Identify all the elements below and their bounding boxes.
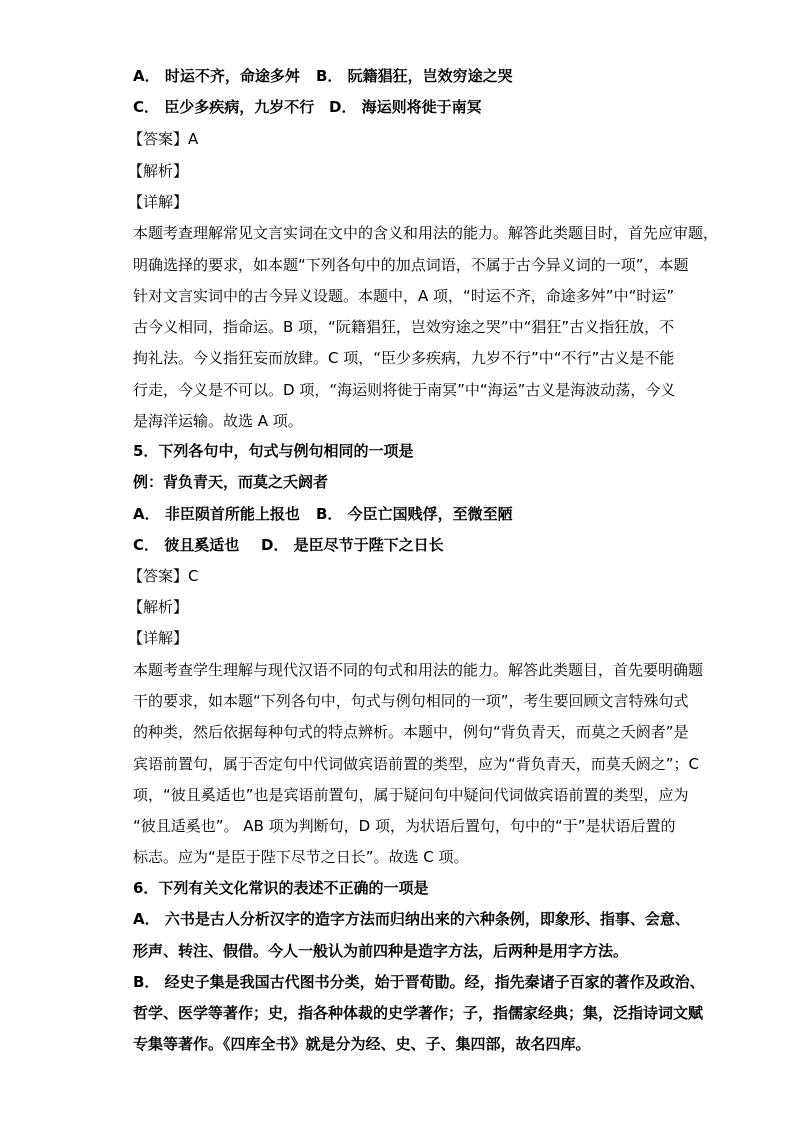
- q5-question: 5．下列各句中，句式与例句相同的一项是: [133, 442, 414, 460]
- q5-detail-label: 【详解】: [128, 629, 189, 647]
- q4-options-row-2: [133, 97, 482, 117]
- q5-option-d: D． 是臣尽节于陛下之日长: [261, 536, 444, 554]
- q5-options-row-1: [133, 504, 513, 524]
- q4-explanation-line: 针对文言实词中的古今异义设题。本题中，A 项，“时运不齐，命途多舛”中“时运”: [133, 287, 675, 305]
- q5-example: 例：背负青天，而莫之夭阏者: [133, 473, 329, 491]
- q4-explanation-line: 明确选择的要求，如本题“下列各句中的加点词语，不属于古今异义词的一项”，本题: [133, 256, 689, 274]
- q6-option-b-line: 哲学、医学等著作；史，指各种体裁的史学著作；子，指儒家经典；集，泛指诗词文赋: [133, 1004, 704, 1022]
- q4-explanation-line: 本题考查理解常见文言实词在文中的含义和用法的能力。解答此类题目时，首先应审题，: [133, 224, 719, 242]
- q5-explanation-line: 的种类，然后依据每种句式的特点辨析。本题中，例句“背负青天，而莫之夭阏者”是: [133, 723, 689, 741]
- q6-question: 6．下列有关文化常识的表述不正确的一项是: [133, 879, 429, 897]
- q6-option-b-line: 专集等著作。《四库全书》就是分为经、史、子、集四部，故名四库。: [133, 1035, 591, 1053]
- q5-option-b: B． 今臣亡国贱俘，至微至陋: [316, 505, 513, 523]
- q5-answer: 【答案】C: [128, 567, 199, 585]
- q4-option-c: C． 臣少多疾病，九岁不行: [133, 98, 315, 116]
- q4-option-a: A． 时运不齐，命途多舛: [133, 67, 300, 85]
- q5-explanation-line: 项，“彼且奚适也”也是宾语前置句，属于疑问句中疑问代词做宾语前置的类型，应为: [133, 786, 689, 804]
- q6-option-b-line: B． 经史子集是我国古代图书分类，始于晋荀勖。经，指先秦诸子百家的著作及政治、: [133, 973, 705, 991]
- q5-explanation-line: 宾语前置句，属于否定句中代词做宾语前置的类型，应为“背负青天，而莫夭阏之”；C: [133, 755, 700, 773]
- q4-explanation-line: 拘礼法。今义指狂妄而放肆。C 项，“臣少多疾病，九岁不行”中“不行”古义是不能: [133, 349, 675, 367]
- q5-option-a: A． 非臣陨首所能上报也: [133, 505, 300, 523]
- q5-explanation-line: 干的要求，如本题“下列各句中，句式与例句相同的一项”，考生要回顾文言特殊句式: [133, 692, 689, 710]
- q4-analysis-label: 【解析】: [128, 162, 189, 180]
- q5-option-c: C． 彼且奚适也: [133, 536, 240, 554]
- q5-analysis-label: 【解析】: [128, 598, 189, 616]
- q4-explanation-line: 古今义相同，指命运。B 项，“阮籍猖狂，岂效穷途之哭”中“猖狂”古义指狂放，不: [133, 318, 675, 336]
- q5-explanation-line: 本题考查学生理解与现代汉语不同的句式和用法的能力。解答此类题目，首先要明确题: [133, 661, 704, 679]
- q4-option-d: D． 海运则将徙于南冥: [329, 98, 482, 116]
- q4-options-row-1: [133, 66, 513, 86]
- q4-explanation-line: 是海洋运输。故选 A 项。: [133, 412, 303, 430]
- q5-explanation-line: 标志。应为“是臣于陛下尽节之日长”。故选 C 项。: [133, 848, 469, 866]
- q6-option-a-line: 形声、转注、假借。今人一般认为前四种是造字方法，后两种是用字方法。: [133, 942, 629, 960]
- q5-options-row-2: [133, 535, 444, 555]
- q4-answer: 【答案】A: [128, 130, 199, 148]
- q4-option-b: B． 阮籍猖狂，岂效穷途之哭: [316, 67, 513, 85]
- q5-explanation-line: “彼且适奚也”。 AB 项为判断句，D 项，为状语后置句，句中的“于”是状语后置的: [133, 817, 676, 835]
- q6-option-a-line: A． 六书是古人分析汉字的造字方法而归纳出来的六种条例，即象形、指事、会意、: [133, 910, 690, 928]
- q4-explanation-line: 行走，今义是不可以。D 项，“海运则将徙于南冥”中“海运”古义是海波动荡，今义: [133, 381, 676, 399]
- q4-detail-label: 【详解】: [128, 193, 189, 211]
